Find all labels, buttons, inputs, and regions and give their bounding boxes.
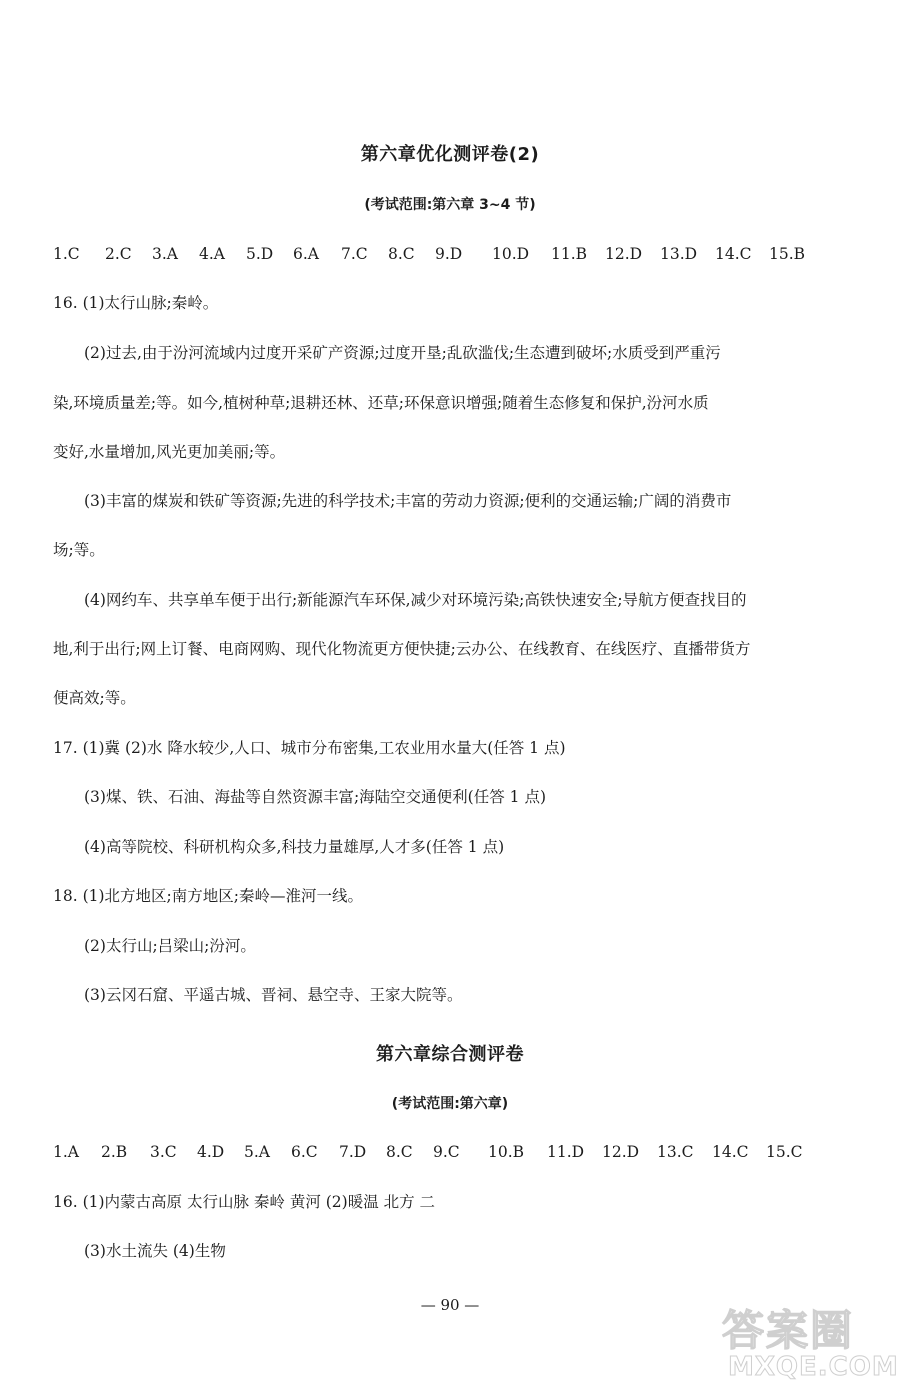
mc-answer: 10.D bbox=[492, 245, 530, 263]
mc-answer: 3.C bbox=[150, 1143, 177, 1161]
mc-answer: 1.C bbox=[53, 245, 80, 263]
mc-answer: 1.A bbox=[53, 1143, 79, 1161]
section1-q17-part1: 17. (1)冀 (2)水 降水较少,人口、城市分布密集,工农业用水量大(任答 1 点) bbox=[53, 739, 566, 757]
mc-answer: 6.C bbox=[291, 1143, 318, 1161]
mc-answer: 15.C bbox=[766, 1143, 803, 1161]
mc-answer: 2.B bbox=[101, 1143, 128, 1161]
section2-mc-answers bbox=[53, 1142, 803, 1162]
section1-q16-part4-line1: (4)网约车、共享单车便于出行;新能源汽车环保,减少对环境污染;高铁快速安全;导航方便查找目的 bbox=[84, 591, 747, 609]
mc-answer: 4.D bbox=[197, 1143, 225, 1161]
section1-q17-part4: (4)高等院校、科研机构众多,科技力量雄厚,人才多(任答 1 点) bbox=[84, 838, 505, 856]
mc-answer: 14.C bbox=[715, 245, 752, 263]
section1-q16-part4-line2: 地,利于出行;网上订餐、电商网购、现代化物流更方便快捷;云办公、在线教育、在线医疗、直播带货方 bbox=[53, 640, 751, 658]
mc-answer: 8.C bbox=[386, 1143, 413, 1161]
mc-answer: 3.A bbox=[152, 245, 178, 263]
mc-answer: 12.D bbox=[605, 245, 643, 263]
section1-q16-part3-line1: (3)丰富的煤炭和铁矿等资源;先进的科学技术;丰富的劳动力资源;便利的交通运输;广阔的消费市 bbox=[84, 492, 732, 510]
mc-answer: 11.D bbox=[547, 1143, 585, 1161]
watermark-top-text: 答案圈 bbox=[722, 1306, 855, 1355]
mc-answer: 4.A bbox=[199, 245, 225, 263]
section1-title: 第六章优化测评卷(2) bbox=[360, 144, 540, 165]
watermark-logo bbox=[722, 1298, 899, 1388]
mc-answer: 9.C bbox=[433, 1143, 460, 1161]
mc-answer: 5.D bbox=[246, 245, 274, 263]
section1-q16-part1: 16. (1)太行山脉;秦岭。 bbox=[53, 294, 219, 312]
section1-q18-part2: (2)太行山;吕梁山;汾河。 bbox=[84, 937, 256, 955]
mc-answer: 13.D bbox=[660, 245, 698, 263]
section1-q17-part3: (3)煤、铁、石油、海盐等自然资源丰富;海陆空交通便利(任答 1 点) bbox=[84, 788, 546, 806]
section2-scope: (考试范围:第六章) bbox=[391, 1096, 509, 1112]
mc-answer: 9.D bbox=[435, 245, 463, 263]
section1-q18-part3: (3)云冈石窟、平遥古城、晋祠、悬空寺、王家大院等。 bbox=[84, 986, 463, 1004]
mc-answer: 8.C bbox=[388, 245, 415, 263]
mc-answer: 14.C bbox=[712, 1143, 749, 1161]
mc-answer: 7.C bbox=[341, 245, 368, 263]
watermark-bottom-text: MXQE.COM bbox=[728, 1352, 899, 1382]
page-number: — 90 — bbox=[420, 1296, 480, 1314]
mc-answer: 13.C bbox=[657, 1143, 694, 1161]
section1-q16-part2-line2: 染,环境质量差;等。如今,植树种草;退耕还林、还草;环保意识增强;随着生态修复和保护,汾河水质 bbox=[53, 394, 709, 412]
mc-answer: 12.D bbox=[602, 1143, 640, 1161]
section1-q18-part1: 18. (1)北方地区;南方地区;秦岭—淮河一线。 bbox=[53, 887, 363, 905]
mc-answer: 10.B bbox=[488, 1143, 525, 1161]
section1-q16-part2-line3: 变好,水量增加,风光更加美丽;等。 bbox=[53, 443, 286, 461]
mc-answer: 11.B bbox=[551, 245, 588, 263]
section1-scope: (考试范围:第六章 3~4 节) bbox=[364, 197, 536, 213]
section1-q16-part4-line3: 便高效;等。 bbox=[53, 689, 136, 707]
section1-q16-part3-line2: 场;等。 bbox=[53, 541, 105, 559]
mc-answer: 6.A bbox=[293, 245, 319, 263]
mc-answer: 2.C bbox=[105, 245, 132, 263]
mc-answer: 15.B bbox=[769, 245, 806, 263]
section2-title: 第六章综合测评卷 bbox=[376, 1044, 524, 1065]
mc-answer: 7.D bbox=[339, 1143, 367, 1161]
mc-answer: 5.A bbox=[244, 1143, 270, 1161]
section2-q16-part3: (3)水土流失 (4)生物 bbox=[84, 1242, 226, 1260]
section1-mc-answers bbox=[53, 244, 805, 264]
section1-q16-part2-line1: (2)过去,由于汾河流域内过度开采矿产资源;过度开垦;乱砍滥伐;生态遭到破坏;水质受到严重污 bbox=[84, 344, 721, 362]
section2-q16-part1: 16. (1)内蒙古高原 太行山脉 秦岭 黄河 (2)暖温 北方 二 bbox=[53, 1193, 436, 1211]
